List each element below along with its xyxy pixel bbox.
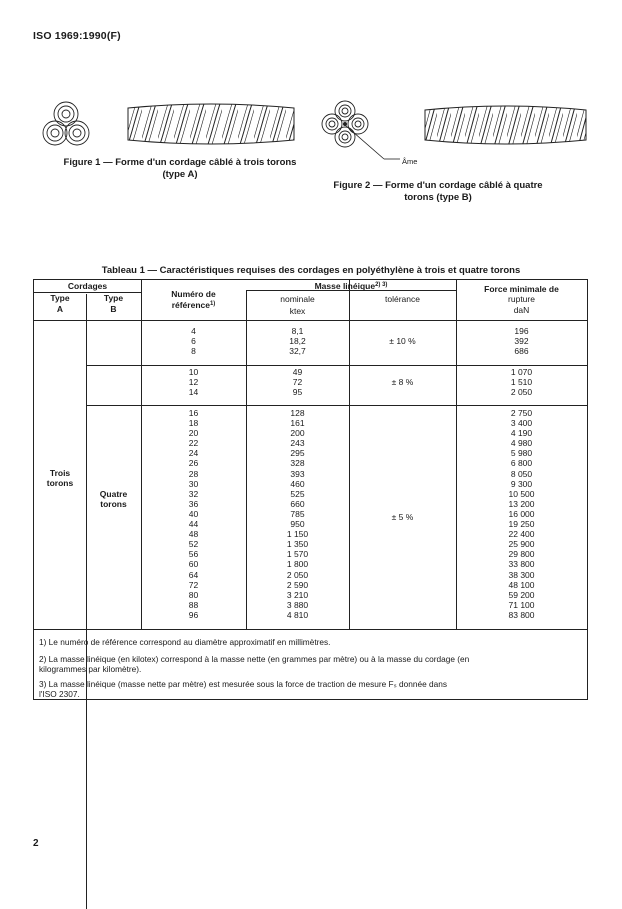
- ref-cell: 10: [188, 367, 199, 377]
- header-tolerance: tolérance: [385, 294, 420, 304]
- force-cell: 25 900: [508, 539, 535, 550]
- force-group-1: [456, 326, 587, 356]
- masse-cell: 18,2: [289, 336, 306, 347]
- masse-cell: 1 350: [286, 539, 309, 550]
- ref-cell: 64: [188, 569, 199, 580]
- ref-cell: 96: [188, 609, 199, 620]
- masse-cell: 2 050: [286, 569, 309, 580]
- type-b-label-line1: Quatre: [99, 489, 128, 499]
- force-cell: 9 300: [510, 478, 533, 489]
- ref-cell: 30: [188, 478, 199, 489]
- note-3-line2: l'ISO 2307.: [39, 689, 80, 699]
- ref-cell: 6: [191, 336, 196, 347]
- force-cell: 2 050: [510, 387, 533, 398]
- force-cell: 48 100: [508, 579, 535, 590]
- document-header: ISO 1969:1990(F): [33, 30, 121, 42]
- figure1-rope-side-view: [126, 98, 296, 150]
- ref-cell: 8: [191, 346, 196, 357]
- masse-cell: 295: [290, 448, 305, 459]
- masse-cell: 660: [290, 498, 305, 509]
- force-cell: 6 800: [510, 458, 533, 469]
- figure2-caption-line1: Figure 2 — Forme d'un cordage câblé à quatre: [333, 180, 543, 191]
- masse-cell: 1 800: [286, 559, 309, 570]
- masse-group-2: [246, 367, 349, 397]
- header-type-b: Type: [103, 293, 124, 303]
- force-cell: 83 800: [508, 609, 535, 620]
- ref-cell: 88: [188, 599, 199, 610]
- force-group-3: [456, 408, 587, 620]
- refs-group-2: [141, 367, 246, 397]
- masse-cell: 3 880: [286, 599, 309, 610]
- force-cell: 8 050: [510, 468, 533, 479]
- header-nominale: nominale: [280, 294, 315, 304]
- force-cell: 22 400: [508, 529, 535, 540]
- masse-cell: 525: [290, 488, 305, 499]
- note-2-line2: kilogrammes par kilomètre).: [39, 664, 142, 674]
- ref-cell: 32: [188, 488, 199, 499]
- figure2-caption-line2: torons (type B): [404, 192, 472, 203]
- ref-cell: 14: [188, 387, 199, 398]
- header-numero-line1: Numéro de: [171, 289, 216, 299]
- figure2-leader-line: [342, 122, 402, 167]
- ame-label: Âme: [402, 157, 418, 166]
- table-title: Tableau 1 — Caractéristiques requises des cordages en polyéthylène à trois et quatre torons: [101, 265, 521, 276]
- ref-cell: 48: [188, 529, 199, 540]
- ref-cell: 4: [191, 326, 196, 336]
- ref-cell: 12: [188, 377, 199, 388]
- masse-cell: 243: [290, 438, 305, 449]
- masse-cell: 161: [290, 418, 305, 429]
- figure2-rope-side-view: [423, 100, 588, 150]
- figure1-caption-line1: Figure 1 — Forme d'un cordage câblé à trois torons: [63, 157, 297, 168]
- header-force-line1: Force minimale de: [484, 284, 559, 294]
- masse-cell: 3 210: [286, 589, 309, 600]
- ref-cell: 24: [188, 448, 199, 459]
- masse-cell: 128: [290, 408, 305, 418]
- masse-cell: 1 570: [286, 549, 309, 560]
- masse-cell: 49: [292, 367, 303, 377]
- force-cell: 33 800: [508, 559, 535, 570]
- ref-cell: 16: [188, 408, 199, 418]
- note-2-line1: 2) La masse linéique (en kilotex) correspond à la masse nette (en grammes par mètre) ou à la masse du cordage (en: [39, 654, 470, 664]
- refs-group-3: [141, 408, 246, 620]
- ref-cell: 20: [188, 428, 199, 439]
- header-nominale-unit: ktex: [289, 306, 306, 316]
- force-cell: 38 300: [508, 569, 535, 580]
- ref-cell: 80: [188, 589, 199, 600]
- type-b-label-line2: torons: [100, 499, 127, 509]
- masse-cell: 8,1: [291, 326, 304, 336]
- figure1-cross-section-icon: [38, 97, 94, 153]
- force-cell: 29 800: [508, 549, 535, 560]
- tolerance-group-2: ± 8 %: [391, 377, 414, 387]
- ref-cell: 52: [188, 539, 199, 550]
- masse-cell: 2 590: [286, 579, 309, 590]
- force-cell: 71 100: [508, 599, 535, 610]
- header-masse: Masse linéique$^{2) 3)}$: [314, 281, 388, 291]
- ref-cell: 22: [188, 438, 199, 449]
- header-type-a: Type: [50, 293, 70, 303]
- page-number: 2: [33, 838, 39, 849]
- refs-group-1: [141, 326, 246, 356]
- masse-cell: 200: [290, 428, 305, 439]
- force-cell: 686: [514, 346, 529, 357]
- masse-cell: 328: [290, 458, 305, 469]
- masse-cell: 72: [292, 377, 303, 388]
- force-cell: 13 200: [508, 498, 535, 509]
- type-a-label-line1: Trois: [49, 468, 71, 478]
- masse-cell: 95: [292, 387, 303, 398]
- header-type-a-sub: A: [56, 304, 64, 314]
- force-cell: 5 980: [510, 448, 533, 459]
- ref-cell: 56: [188, 549, 199, 560]
- ref-cell: 72: [188, 579, 199, 590]
- force-cell: 1 510: [510, 377, 533, 388]
- masse-cell: 460: [290, 478, 305, 489]
- masse-cell: 4 810: [286, 609, 309, 620]
- header-cordages: Cordages: [67, 281, 108, 291]
- type-a-label-line2: torons: [46, 478, 74, 488]
- tolerance-group-3: ± 5 %: [391, 512, 414, 522]
- ref-cell: 44: [188, 519, 199, 530]
- ref-cell: 18: [188, 418, 199, 429]
- ref-cell: 40: [188, 508, 199, 519]
- masse-cell: 785: [290, 508, 305, 519]
- note-3-line1: 3) La masse linéique (masse nette par mètre) est mesurée sous la force de traction de mesure Fₛ donnée dans: [39, 679, 448, 689]
- force-cell: 1 070: [510, 367, 533, 377]
- force-cell: 19 250: [508, 519, 535, 530]
- force-cell: 196: [514, 326, 529, 336]
- header-force-unit: daN: [513, 305, 530, 315]
- figure1-caption-line2: (type A): [162, 169, 198, 180]
- ref-cell: 28: [188, 468, 199, 479]
- masse-cell: 393: [290, 468, 305, 479]
- force-cell: 392: [514, 336, 529, 347]
- header-force-line2: rupture: [508, 294, 535, 304]
- masse-group-3: [246, 408, 349, 620]
- masse-cell: 1 150: [286, 529, 309, 540]
- header-masse-footnote: 2) 3): [375, 282, 388, 288]
- force-cell: 2 750: [510, 408, 533, 418]
- table-1: [33, 279, 588, 700]
- force-cell: 16 000: [508, 508, 535, 519]
- force-cell: 3 400: [510, 418, 533, 429]
- ref-cell: 60: [188, 559, 199, 570]
- tolerance-group-1: ± 10 %: [389, 336, 416, 346]
- force-cell: 4 980: [510, 438, 533, 449]
- force-group-2: [456, 367, 587, 397]
- masse-group-1: [246, 326, 349, 356]
- header-numero-line2: référence$^{1)}$: [171, 300, 216, 310]
- force-cell: 10 500: [508, 488, 535, 499]
- note-1: 1) Le numéro de référence correspond au diamètre approximatif en millimètres.: [39, 637, 331, 647]
- header-type-b-sub: B: [110, 304, 117, 314]
- masse-cell: 950: [290, 519, 305, 530]
- ref-cell: 26: [188, 458, 199, 469]
- masse-cell: 32,7: [289, 346, 306, 357]
- ref-cell: 36: [188, 498, 199, 509]
- force-cell: 59 200: [508, 589, 535, 600]
- header-numero-footnote: 1): [209, 301, 216, 307]
- force-cell: 4 190: [510, 428, 533, 439]
